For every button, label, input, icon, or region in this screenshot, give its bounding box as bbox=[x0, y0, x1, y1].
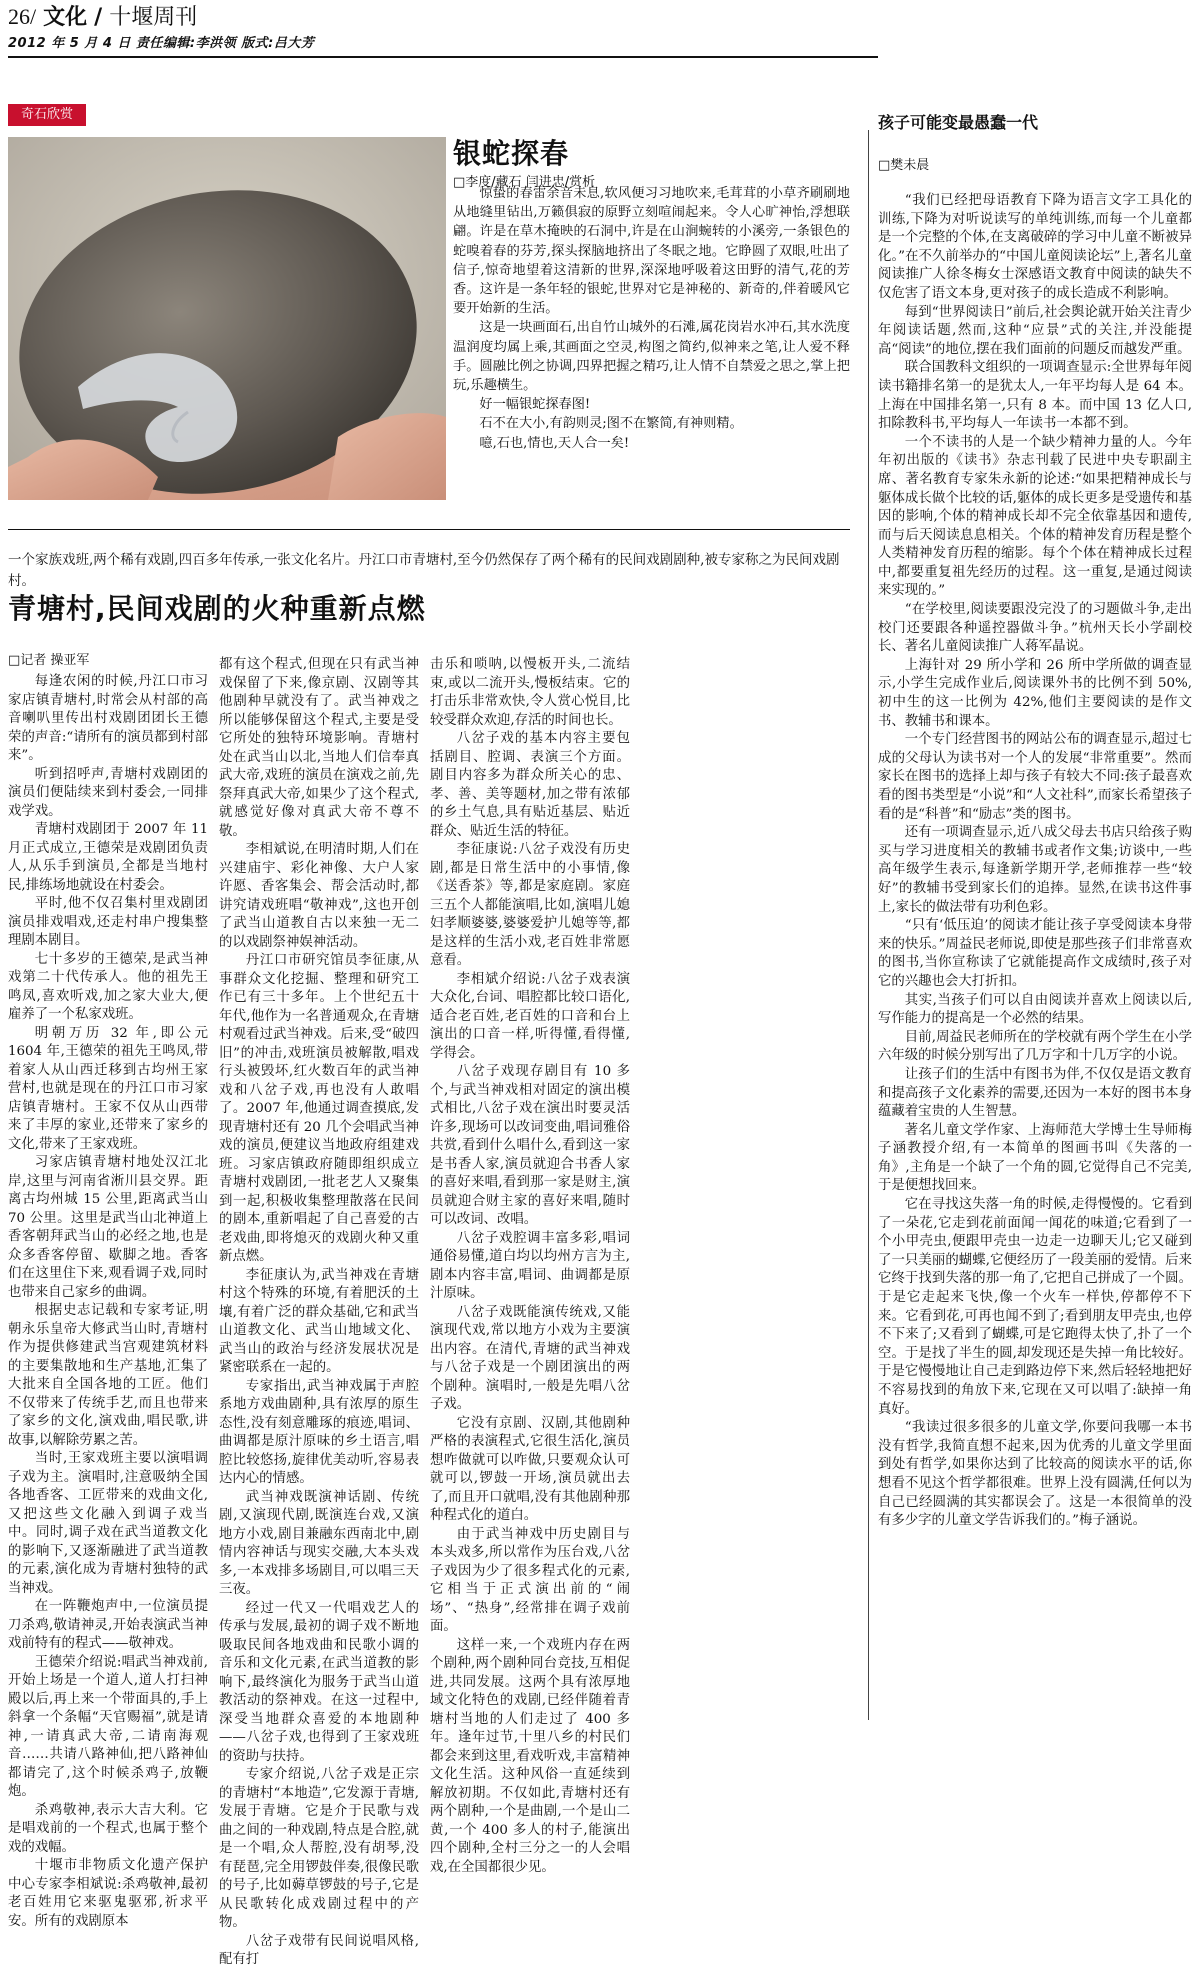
article-paragraph: 八岔子戏带有民间说唱风格,配有打 bbox=[219, 1933, 419, 1967]
column-divider bbox=[868, 130, 869, 1720]
side-paragraph: “我读过很多很多的儿童文学,你要问我哪一本书没有哲学,我简直想不起来,因为优秀的儿童文学里面到处有哲学,如果你达到了比较高的阅读水平的话,你想看不见这个哲学都很难。世界上没有圆满,任何以为自己已经圆满的其实都误会了。这是一本很简单的没有多少字的儿童文学告诉我们的。”梅子涵说。 bbox=[878, 1420, 1192, 1529]
masthead-title bbox=[8, 4, 888, 31]
article-paragraph: 平时,他不仅召集村里戏剧团演员排戏唱戏,还走村串户搜集整理剧本剧目。 bbox=[8, 896, 208, 948]
side-paragraph: 还有一项调查显示,近八成父母去书店只给孩子购买与学习进度相关的教辅书或者作文集;访谈中,一些高年级学生表示,每逢新学期开学,老师推荐一些“较好”的教辅书受到家长们的追捧。显然,在读书这件事上,家长的做法带有功利色彩。 bbox=[878, 825, 1192, 915]
stone-poem-line: 石不在大小,有韵则灵;图不在繁简,有神则精。 bbox=[479, 416, 743, 432]
side-paragraph: 上海针对 29 所小学和 26 所中学所做的调查显示,小学生完成作业后,阅读课外书的比例不到 50%,初中生的这一比例为 42%,他们主要阅读的是作文书、教辅书和课本。 bbox=[878, 657, 1192, 729]
article-paragraph: 七十多岁的王德荣,是武当神戏第二十代传承人。他的祖先王鸣凤,喜欢听戏,加之家大业大,便雇养了一个私家戏班。 bbox=[8, 951, 208, 1022]
side-article-body bbox=[878, 192, 1192, 1722]
masthead-rule bbox=[8, 56, 878, 58]
side-paragraph: 著名儿童文学作家、上海师范大学博士生导师梅子涵教授介绍,有一本简单的图画书叫《失落的一角》,主角是一个缺了一个角的圆,它觉得自己不完美,于是便想找回来。 bbox=[878, 1122, 1192, 1194]
article-deck: 一个家族戏班,两个稀有戏剧,四百多年传承,一张文化名片。丹江口市青塘村,至今仍然保存了两个稀有的民间戏剧剧种,被专家称之为民间戏剧村。 bbox=[8, 552, 840, 589]
article-column-4 bbox=[641, 656, 850, 1727]
masthead-separator: / bbox=[94, 5, 103, 30]
article-paragraph: 在一阵鞭炮声中,一位演员提刀杀鸡,敬请神灵,开始表演武当神戏前特有的程式——敬神戏。 bbox=[8, 1599, 208, 1651]
article-paragraph: 李相斌介绍说:八岔子戏表演大众化,台词、唱腔都比较口语化,适合老百姓,老百姓的口音和台上演出的口音一样,听得懂,看得懂,学得会。 bbox=[430, 971, 630, 1061]
article-paragraph: 明朝万历 32 年,即公元 1604 年,王德荣的祖先王鸣凤,带着家人从山西迁移到古均州王家营村,也就是现在的丹江口市习家店镇青塘村。王家不仅从山西带来了丰厚的家业,还带来了家乡的文化,带来了王家戏班。 bbox=[8, 1025, 208, 1152]
stone-paragraph: 惊蛰的春雷余音未息,软风便习习地吹来,毛茸茸的小草齐刷刷地从地缝里钻出,万籁俱寂的原野立刻喧闹起来。令人心旷神怡,浮想联翩。许是在草木掩映的石洞中,许是在山涧蜿转的小溪旁,一条银色的蛇嗅着春的芬芳,探头探脑地挤出了冬眠之地。它睁圆了双眼,吐出了信子,惊奇地望着这清新的世界,深深地呼吸着这田野的清气,花的芳香。这许是一条年轻的银蛇,世界对它是神秘的、新奇的,伴着暖风它要开始新的生活。 bbox=[453, 186, 850, 317]
article-paragraph: 青塘村戏剧团于 2007 年 11 月正式成立,王德荣是戏剧团负责人,从乐手到演员,全都是当地村民,排练场地就设在村委会。 bbox=[8, 822, 208, 893]
side-article-author: □樊未晨 bbox=[878, 158, 930, 173]
article-paragraph: 这样一来,一个戏班内存在两个剧种,两个剧种同台竞技,互相促进,共同发展。这两个具有浓厚地域文化特色的戏剧,已经伴随着青塘村当地的人们走过了 400 多年。逢年过节,十里八乡的村民们都会来到这里,看戏听戏,丰富精神文化生活。这种风俗一直延续到解放初期。不仅如此,青塘村还有两个剧种,一个是曲剧,一个是山二黄,一个 400 多人的村子,能演出四个剧种,全村三分之一的人会唱戏,在全国都很少见。 bbox=[430, 1637, 630, 1875]
article-paragraph: 听到招呼声,青塘村戏剧团的演员们便陆续来到村委会,一同排戏学戏。 bbox=[8, 766, 208, 819]
side-paragraph: 它在寻找这失落一角的时候,走得慢慢的。它看到了一朵花,它走到花前面闻一闻花的味道;它看到了一个小甲壳虫,便跟甲壳虫一边走一边聊天儿;它又碰到了一只美丽的蝴蝶,它便经历了一段美丽的爱情。后来它终于找到失落的那一角了,它把自己拼成了一个圆。于是它走起来飞快,像一个火车一样快,停都停不下来。它看到花,可再也闻不到了;看到朋友甲壳虫,也停不下来了;又看到了蝴蝶,可是它跑得太快了,扑了一个空。于是找了半生的圆,却发现还是失掉一角比较好。于是它慢慢地让自己走到路边停下来,然后轻轻地把好不容易找到的角放下来,它现在又可以唱了:缺掉一角真好。 bbox=[878, 1197, 1192, 1417]
page-number: 26/ bbox=[8, 4, 37, 29]
article-paragraph: 当时,王家戏班主要以演唱调子戏为主。演唱时,注意吸纳全国各地香客、工匠带来的戏曲文化,又把这些文化融入到调子戏当中。同时,调子戏在武当道教文化的影响下,又逐渐融进了武当道教的元素,演化成为青塘村独特的武当神戏。 bbox=[8, 1451, 208, 1596]
article-paragraph: 李征康说:八岔子戏没有历史剧,都是日常生活中的小事情,像《送香茶》等,都是家庭剧。家庭三五个人都能演唱,比如,演唱儿媳妇孝顺婆婆,婆婆爱护儿媳等等,都是这样的生活小戏,老百姓非常愿意看。 bbox=[430, 842, 630, 968]
side-paragraph: 让孩子们的生活中有图书为伴,不仅仅是语文教育和提高孩子文化素养的需要,还因为一本好的图书本身蕴藏着宝贵的人生智慧。 bbox=[878, 1066, 1192, 1120]
article-paragraph: 根据史志记载和专家考证,明朝永乐皇帝大修武当山时,青塘村作为提供修建武当宫观建筑材料的主要集散地和生产基地,汇集了大批来自全国各地的工匠。他们不仅带来了传统手艺,而且也带来了家乡的文化,演戏曲,唱民歌,讲故事,以解除劳累之苦。 bbox=[8, 1303, 208, 1448]
article-paragraph: 习家店镇青塘村地处汉江北岸,这里与河南省淅川县交界。距离古均州城 15 公里,距离武当山 70 公里。这里是武当山北神道上香客朝拜武当山的必经之地,也是众多香客停留、歇脚之地。香客们在这里住下来,观看调子戏,同时也带来自己家乡的曲调。 bbox=[8, 1155, 208, 1300]
article-paragraph: 八岔子戏的基本内容主要包括剧目、腔调、表演三个方面。剧目内容多为群众所关心的忠、孝、善、美等题材,加之带有浓郁的乡土气息,具有贴近基层、贴近群众、贴近生活的特征。 bbox=[430, 731, 630, 839]
article-headline: 青塘村,民间戏剧的火种重新点燃 bbox=[8, 592, 426, 625]
publication-name: 十堰周刊 bbox=[109, 5, 198, 30]
stone-poem-line: 好一幅银蛇探春图! bbox=[479, 397, 591, 413]
side-paragraph: “只有‘低压迫’的阅读才能让孩子享受阅读本身带来的快乐。”周益民老师说,即使是那些孩子们非常喜欢的图书,当你宣称读了它就能提高作文成绩时,孩子对它的兴趣也会大打折扣。 bbox=[878, 918, 1192, 989]
article-paragraph: 李相斌说,在明清时期,人们在兴建庙宇、彩化神像、大户人家许愿、香客集会、帮会活动时,都讲究请戏班唱“敬神戏”,这也开创了武当山道教自古以来独一无二的以戏剧祭神娱神活动。 bbox=[219, 842, 419, 950]
article-paragraph: 八岔子戏既能演传统戏,又能演现代戏,常以地方小戏为主要演出内容。在清代,青塘的武当神戏与八岔子戏是一个剧团演出的两个剧种。演唱时,一般是先唱八岔子戏。 bbox=[430, 1304, 630, 1412]
article-paragraph: 由于武当神戏中历史剧目与本头戏多,所以常作为压台戏,八岔子戏因为少了很多程式化的元素,它相当于正式演出前的“闹场”、“热身”,经常排在调子戏前面。 bbox=[430, 1526, 630, 1634]
side-paragraph: 一个专门经营图书的网站公布的调查显示,超过七成的父母认为读书对一个人的发展“非常重要”。然而家长在图书的选择上却与孩子有较大不同:孩子最喜欢看的图书类型是“小说”和“人文社科”,而家长希望孩子看的是“科普”和“励志”类的图书。 bbox=[878, 732, 1192, 822]
article-column-1 bbox=[8, 673, 208, 1929]
side-paragraph: 目前,周益民老师所在的学校就有两个学生在小学六年级的时候分别写出了几万字和十几万字的小说。 bbox=[878, 1029, 1192, 1064]
stone-article-title: 银蛇探春 bbox=[453, 137, 570, 170]
article-paragraph: 专家介绍说,八岔子戏是正宗的青塘村“本地造”,它发源于青塘,发展于青塘。它是介于民歌与戏曲之间的一种戏剧,特点是合腔,就是一个唱,众人帮腔,没有胡琴,没有琵琶,完全用锣鼓伴奏,很像民歌的号子,比如薅草锣鼓的号子,它是从民歌转化成戏剧过程中的产物。 bbox=[219, 1767, 419, 1930]
article-paragraph: 专家指出,武当神戏属于声腔系地方戏曲剧种,具有浓厚的原生态性,没有刻意雕琢的痕迹,唱词、曲调都是原汁原味的乡土语言,唱腔比较悠扬,旋律优美动听,容易表达内心的情感。 bbox=[219, 1378, 419, 1486]
side-paragraph: “我们已经把母语教育下降为语言文字工具化的训练,下降为对听说读写的单纯训练,而每一个儿童都是一个完整的个体,在支离破碎的学习中儿童不断被异化。”在不久前举办的“中国儿童阅读论坛”上,著名儿童阅读推广人徐冬梅女士深感语文教育中阅读的缺失不仅危害了语文本身,更对孩子的成长造成不利影响。 bbox=[878, 193, 1192, 301]
side-paragraph: “在学校里,阅读要跟没完没了的习题做斗争,走出校门还要跟各种遥控器做斗争。”杭州天长小学副校长、著名儿童阅读推广人蒋军晶说。 bbox=[878, 602, 1192, 655]
column-badge: 奇石欣赏 bbox=[8, 104, 86, 126]
section-name: 文化 bbox=[43, 5, 88, 30]
article-paragraph: 经过一代又一代唱戏艺人的传承与发展,最初的调子戏不断地吸取民间各地戏曲和民歌小调的音乐和文化元素,在武当道教的影响下,最终演化为服务于武当山道教活动的祭神戏。在这一过程中,深受当地群众喜爱的本地剧种——八岔子戏,也得到了王家戏班的资助与扶持。 bbox=[219, 1600, 419, 1764]
article-paragraph: 击乐和唢呐,以慢板开头,二流结束,或以二流开头,慢板结束。它的打击乐非常欢快,令人赏心悦目,比较受群众欢迎,存活的时间也长。 bbox=[430, 657, 630, 728]
article-paragraph: 八岔子戏腔调丰富多彩,唱词通俗易懂,道白均以均州方言为主,剧本内容丰富,唱词、曲调都是原汁原味。 bbox=[430, 1230, 630, 1301]
stone-photo bbox=[8, 137, 446, 500]
masthead bbox=[8, 4, 888, 64]
stone-article-body bbox=[453, 184, 850, 453]
article-paragraph: 它没有京剧、汉剧,其他剧种严格的表演程式,它很生活化,演员想咋做就可以咋做,只要观众认可就可以,锣鼓一开场,演员就出去了,而且开口就唱,没有其他剧种那种程式化的道白。 bbox=[430, 1415, 630, 1523]
article-paragraph: 每逢农闲的时候,丹江口市习家店镇青塘村,时常会从村部的高音喇叭里传出村戏剧团团长王德荣的声音:“请所有的演员都到村部来”。 bbox=[8, 674, 208, 763]
article-paragraph: 都有这个程式,但现在只有武当神戏保留了下来,像京剧、汉剧等其他剧种早就没有了。武当神戏之所以能够保留这个程式,主要是受它所处的独特环境影响。青塘村处在武当山以北,当地人们信奉真武大帝,戏班的演员在演戏之前,先祭拜真武大帝,如果少了这个程式,就感觉好像对真武大帝不尊不敬。 bbox=[219, 657, 419, 839]
article-column-3 bbox=[430, 656, 630, 1875]
side-paragraph: 每到“世界阅读日”前后,社会舆论就开始关注青少年阅读话题,然而,这种“应景”式的关注,并没能提高“阅读”的地位,摆在我们面前的问题反而越发严重。 bbox=[878, 304, 1192, 357]
stone-image bbox=[8, 137, 446, 500]
stone-paragraph: 这是一块画面石,出自竹山城外的石滩,属花岗岩水冲石,其水洗度温润度均属上乘,其画面之空灵,构图之简约,似神来之笔,让人爱不释手。圆融比例之协调,四界把握之精巧,让人情不自禁爱之思之,掌上把玩,乐趣横生。 bbox=[453, 320, 850, 394]
side-article-title: 孩子可能变最愚蠢一代 bbox=[878, 113, 1039, 132]
side-paragraph: 一个不读书的人是一个缺少精神力量的人。今年年初出版的《读书》杂志刊载了民进中央专职副主席、著名教育专家朱永新的论述:“如果把精神成长与躯体成长做个比较的话,躯体的成长更多是受遗传和基因的影响,个体的精神成长却不完全依靠基因和遗传,而与后天阅读息息相关。个体的精神发育历程是整个人类精神发育历程的缩影。每个个体在精神成长过程中,都要重复祖先经历的过程。这一重复,是通过阅读来实现的。” bbox=[878, 434, 1192, 599]
article-byline: □记者 操亚军 bbox=[8, 653, 90, 668]
side-paragraph: 联合国教科文组织的一项调查显示:全世界每年阅读书籍排名第一的是犹太人,一年平均每人是 64 本。上海在中国排名第一,只有 8 本。而中国 13 亿人口,扣除教科书,平均每人一年读书一本都不到。 bbox=[878, 360, 1192, 432]
section-divider bbox=[8, 529, 850, 530]
article-paragraph: 杀鸡敬神,表示大吉大利。它是唱戏前的一个程式,也属于整个戏的戏幅。 bbox=[8, 1802, 208, 1855]
article-paragraph: 十堰市非物质文化遗产保护中心专家李相斌说:杀鸡敬神,最初老百姓用它来驱鬼驱邪,祈求平安。所有的戏剧原本 bbox=[8, 1858, 208, 1929]
article-paragraph: 八岔子戏现存剧目有 10 多个,与武当神戏相对固定的演出模式相比,八岔子戏在演出时要灵活许多,现场可以改词变曲,唱词雅俗共赏,看到什么唱什么,看到这一家是书香人家,演员就迎合书香人家的喜好来唱,看到那一家是财主,演员就迎合财主家的喜好来唱,随时可以改词、改唱。 bbox=[430, 1064, 630, 1227]
side-paragraph: 其实,当孩子们可以自由阅读并喜欢上阅读以后,写作能力的提高是一个必然的结果。 bbox=[878, 992, 1192, 1027]
masthead-meta: 2012 年 5 月 4 日 责任编辑:李洪领 版式:吕大芳 bbox=[8, 36, 315, 51]
article-paragraph: 王德荣介绍说:唱武当神戏前,开始上场是一个道人,道人打扫神殿以后,再上来一个带面具的,手上斜拿一个条幅“天官赐福”,就是请神,一请真武大帝,二请南海观音……共请八路神仙,把八路神仙都请完了,这个时候杀鸡子,放鞭炮。 bbox=[8, 1654, 208, 1799]
article-paragraph: 武当神戏既演神话剧、传统剧,又演现代剧,既演连台戏,又演地方小戏,剧目兼融东西南北中,剧情内容神话与现实交融,大本头戏多,一本戏排多场剧目,可以唱三天三夜。 bbox=[219, 1489, 419, 1597]
article-paragraph: 丹江口市研究馆员李征康,从事群众文化挖掘、整理和研究工作已有三十多年。上个世纪五十年代,他作为一名普通观众,在青塘村观看过武当神戏。后来,受“破四旧”的冲击,戏班演员被解散,唱戏行头被毁坏,红火数百年的武当神戏和八岔子戏,再也没有人敢唱了。2007 年,他通过调查摸底,发现青塘村还有 20 几个会唱武当神戏的演员,便建议当地政府组建戏班。习家店镇政府随即组织成立青塘村戏剧团,一批老艺人又聚集到一起,积极收集整理散落在民间的剧本,重新唱起了自己喜爱的古老戏曲,即将熄灭的戏剧火种又重新点燃。 bbox=[219, 953, 419, 1264]
stone-poem-line: 噫,石也,情也,天人合一矣! bbox=[479, 435, 630, 451]
article-paragraph: 李征康认为,武当神戏在青塘村这个特殊的环境,有着肥沃的土壤,有着广泛的群众基础,它和武当山道教文化、武当山地域文化、武当山的政治与经济发展状况是紧密联系在一起的。 bbox=[219, 1267, 419, 1375]
article-column-2 bbox=[219, 656, 419, 1967]
stone-article-author: □李度/藏石 闫进忠/赏析 bbox=[453, 175, 596, 190]
